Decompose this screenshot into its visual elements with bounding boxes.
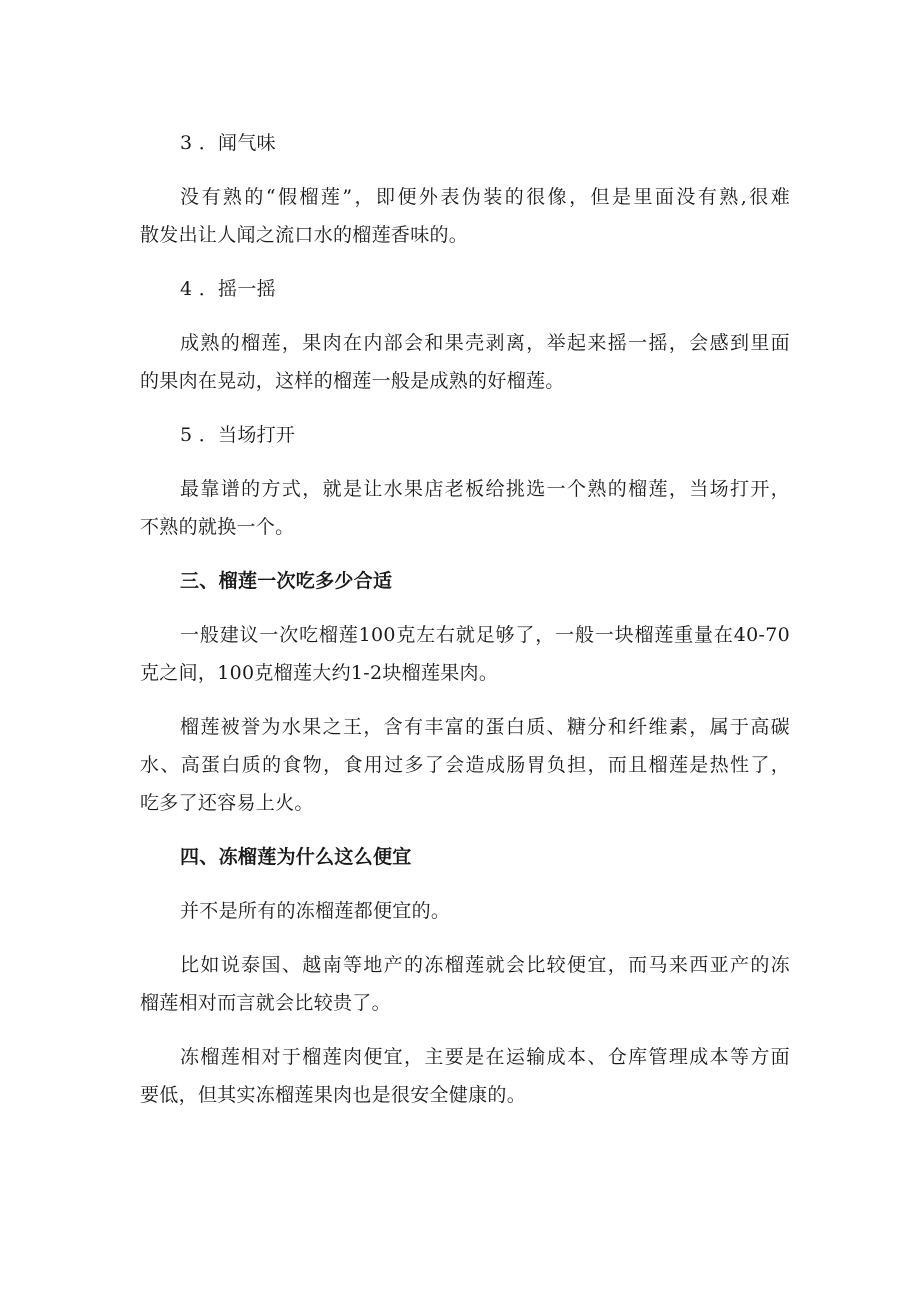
paragraph-line: 榴莲相对而言就会比较贵了。 bbox=[140, 992, 391, 1014]
paragraph-line: 比如说泰国、越南等地产的冻榴莲就会比较便宜，而马来西亚产的冻 bbox=[180, 954, 790, 976]
subsection-open bbox=[140, 416, 790, 454]
paragraph-amount bbox=[140, 616, 790, 692]
paragraph-line: 最靠谱的方式，就是让水果店老板给挑选一个熟的榴莲，当场打开， bbox=[180, 478, 790, 500]
paragraph-line: 没有熟的“假榴莲”，即便外表伪装的很像，但是里面没有熟,很难 bbox=[180, 186, 790, 208]
paragraph-smell bbox=[140, 178, 790, 254]
subsection-smell bbox=[140, 124, 790, 162]
paragraph-line: 吃多了还容易上火。 bbox=[140, 792, 314, 814]
document-body bbox=[140, 124, 790, 1114]
subsection-title: 5 ．当场打开 bbox=[180, 424, 296, 446]
paragraph-line: 散发出让人闻之流口水的榴莲香味的。 bbox=[140, 224, 469, 246]
paragraph-line: 榴莲被誉为水果之王，含有丰富的蛋白质、糖分和纤维素，属于高碳 bbox=[180, 716, 790, 738]
paragraph-line: 克之间，100克榴莲大约1-2块榴莲果肉。 bbox=[140, 662, 499, 684]
paragraph-origins bbox=[140, 946, 790, 1022]
paragraph-not-all bbox=[140, 892, 790, 930]
section-heading-frozen bbox=[140, 838, 790, 876]
paragraph-line: 水、高蛋白质的食物，食用过多了会造成肠胃负担，而且榴莲是热性了， bbox=[140, 754, 790, 776]
section-heading-amount bbox=[140, 562, 790, 600]
subsection-title: 4 ．摇一摇 bbox=[180, 278, 276, 300]
paragraph-line: 成熟的榴莲，果肉在内部会和果壳剥离，举起来摇一摇，会感到里面 bbox=[180, 332, 790, 354]
paragraph-line: 的果肉在晃动，这样的榴莲一般是成熟的好榴莲。 bbox=[140, 370, 565, 392]
paragraph-line: 并不是所有的冻榴莲都便宜的。 bbox=[180, 900, 451, 922]
section-title: 四、冻榴莲为什么这么便宜 bbox=[180, 846, 412, 868]
paragraph-cost bbox=[140, 1038, 790, 1114]
paragraph-line: 不熟的就换一个。 bbox=[140, 516, 295, 538]
paragraph-line: 一般建议一次吃榴莲100克左右就足够了，一般一块榴莲重量在40-70 bbox=[180, 624, 790, 646]
paragraph-line: 冻榴莲相对于榴莲肉便宜，主要是在运输成本、仓库管理成本等方面 bbox=[180, 1046, 790, 1068]
paragraph-open bbox=[140, 470, 790, 546]
subsection-shake bbox=[140, 270, 790, 308]
paragraph-king-of-fruits bbox=[140, 708, 790, 822]
section-title: 三、榴莲一次吃多少合适 bbox=[180, 570, 393, 592]
subsection-title: 3 ．闻气味 bbox=[180, 132, 276, 154]
paragraph-shake bbox=[140, 324, 790, 400]
paragraph-line: 要低，但其实冻榴莲果肉也是很安全健康的。 bbox=[140, 1084, 527, 1106]
